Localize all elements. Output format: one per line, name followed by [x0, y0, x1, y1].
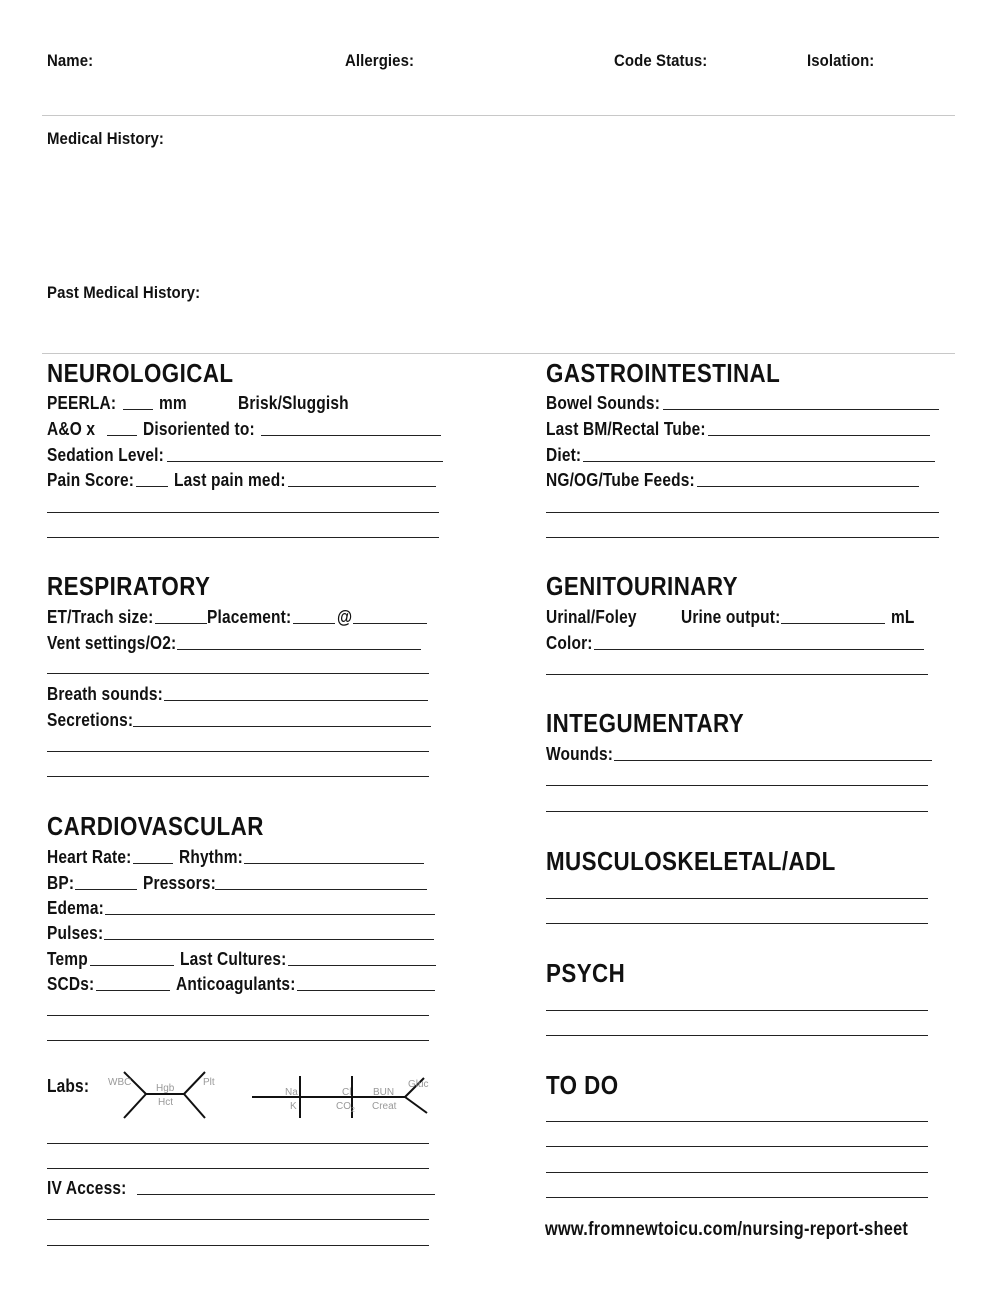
anticoagulants-field[interactable]	[297, 990, 435, 991]
last-pain-med-field[interactable]	[288, 486, 436, 487]
note-line[interactable]	[47, 776, 429, 777]
genitourinary-title: GENITOURINARY	[546, 571, 738, 601]
hgb-label: Hgb	[156, 1083, 175, 1094]
note-line[interactable]	[546, 537, 939, 538]
scds-label: SCDs:	[47, 974, 95, 994]
temp-field[interactable]	[90, 965, 174, 966]
bp-label: BP:	[47, 873, 75, 893]
bp-field[interactable]	[75, 889, 137, 890]
et-trach-label: ET/Trach size:	[47, 607, 154, 627]
placement-depth-field[interactable]	[353, 623, 427, 624]
color-field[interactable]	[594, 649, 924, 650]
temp-row	[47, 947, 436, 969]
divider	[42, 353, 955, 354]
gluc-label: Gluc	[408, 1079, 429, 1090]
respiratory-title: RESPIRATORY	[47, 571, 211, 601]
urine-row	[546, 605, 918, 627]
name-label: Name:	[47, 51, 94, 70]
note-line[interactable]	[546, 785, 928, 786]
peerla-label: PEERLA:	[47, 393, 117, 413]
note-line[interactable]	[47, 1168, 429, 1169]
breath-sounds-label: Breath sounds:	[47, 684, 163, 704]
secretions-row	[47, 708, 431, 730]
note-line[interactable]	[47, 751, 429, 752]
note-line[interactable]	[47, 512, 439, 513]
todo-line[interactable]	[546, 1121, 928, 1122]
note-line[interactable]	[546, 923, 928, 924]
peerla-row	[47, 391, 367, 413]
labs-fishbone-diagrams	[100, 1068, 440, 1124]
todo-line[interactable]	[546, 1172, 928, 1173]
last-bm-row	[546, 417, 930, 439]
pain-row	[47, 468, 436, 490]
code-status-label: Code Status:	[614, 51, 708, 70]
note-line[interactable]	[47, 1245, 429, 1246]
diet-row	[546, 443, 935, 465]
color-row	[546, 631, 924, 653]
note-line[interactable]	[546, 674, 928, 675]
placement-label: Placement:	[206, 607, 292, 627]
urine-output-field[interactable]	[781, 623, 885, 624]
iv-access-row	[47, 1176, 435, 1198]
note-line[interactable]	[546, 512, 939, 513]
iv-access-label: IV Access:	[47, 1178, 127, 1198]
vent-settings-label: Vent settings/O2:	[47, 633, 177, 653]
scds-row	[47, 972, 435, 994]
wbc-label: WBC	[108, 1077, 132, 1088]
rhythm-field[interactable]	[244, 863, 424, 864]
brisk-sluggish-label: Brisk/Sluggish	[237, 393, 349, 413]
isolation-label: Isolation:	[807, 51, 875, 70]
labs-row	[47, 1074, 96, 1096]
temp-label: Temp	[47, 949, 88, 969]
pulses-field[interactable]	[104, 939, 434, 940]
anticoagulants-label: Anticoagulants:	[176, 974, 296, 994]
plt-label: Plt	[203, 1077, 215, 1088]
note-line[interactable]	[47, 1219, 429, 1220]
sedation-label: Sedation Level:	[47, 445, 164, 465]
note-line[interactable]	[47, 1040, 429, 1041]
todo-line[interactable]	[546, 1197, 928, 1198]
diet-field[interactable]	[583, 461, 935, 462]
pulses-label: Pulses:	[47, 923, 104, 943]
secretions-field[interactable]	[133, 726, 431, 727]
bun-label: BUN	[373, 1087, 395, 1098]
heart-rate-label: Heart Rate:	[47, 847, 132, 867]
co2-text: CO	[336, 1101, 351, 1112]
cbc-fishbone	[124, 1072, 205, 1118]
ao-field[interactable]	[107, 435, 137, 436]
creat-label: Creat	[372, 1101, 397, 1112]
wounds-row	[546, 742, 932, 764]
cardiovascular-title: CARDIOVASCULAR	[47, 811, 264, 841]
musculoskeletal-adl-title: MUSCULOSKELETAL/ADL	[546, 846, 836, 876]
last-bm-label: Last BM/Rectal Tube:	[546, 419, 706, 439]
cbc-bone	[184, 1072, 205, 1094]
et-trach-field[interactable]	[155, 623, 207, 624]
breath-sounds-row	[47, 682, 428, 704]
vent-settings-field[interactable]	[177, 649, 421, 650]
at-label: @	[336, 607, 353, 627]
medical-history-label: Medical History:	[47, 129, 164, 148]
todo-line[interactable]	[546, 1146, 928, 1147]
note-line[interactable]	[546, 811, 928, 812]
last-pain-med-label: Last pain med:	[174, 470, 286, 490]
sedation-row	[47, 443, 443, 465]
bmp-bone	[405, 1097, 427, 1113]
past-medical-history-label: Past Medical History:	[47, 283, 201, 302]
et-trach-row	[47, 605, 427, 627]
bowel-sounds-label: Bowel Sounds:	[546, 393, 661, 413]
ml-label: mL	[891, 607, 915, 627]
edema-row	[47, 896, 435, 918]
na-label: Na	[285, 1087, 298, 1098]
neurological-title: NEUROLOGICAL	[47, 358, 234, 388]
iv-access-field[interactable]	[137, 1194, 435, 1195]
integumentary-title: INTEGUMENTARY	[546, 708, 745, 738]
bowel-sounds-row	[546, 391, 939, 413]
pressors-field[interactable]	[215, 889, 427, 890]
diet-label: Diet:	[546, 445, 582, 465]
note-line[interactable]	[47, 1015, 429, 1016]
last-cultures-label: Last Cultures:	[180, 949, 287, 969]
edema-label: Edema:	[47, 898, 104, 918]
breath-sounds-field[interactable]	[164, 700, 428, 701]
pain-score-field[interactable]	[136, 486, 168, 487]
todo-title: TO DO	[546, 1070, 619, 1100]
k-label: K	[290, 1101, 297, 1112]
note-line[interactable]	[546, 1035, 928, 1036]
bowel-sounds-field[interactable]	[663, 409, 939, 410]
note-line[interactable]	[47, 537, 439, 538]
color-label: Color:	[546, 633, 593, 653]
co2-subscript: 2	[351, 1107, 355, 1114]
last-bm-field[interactable]	[708, 435, 930, 436]
note-line[interactable]	[47, 673, 429, 674]
ao-row	[47, 417, 441, 439]
psych-title: PSYCH	[546, 958, 626, 988]
footer-url: www.fromnewtoicu.com/nursing-report-sheet	[545, 1219, 909, 1240]
gastrointestinal-title: GASTROINTESTINAL	[546, 358, 781, 388]
mm-label: mm	[159, 393, 188, 413]
urine-output-label: Urine output:	[681, 607, 781, 627]
heart-rate-row	[47, 845, 424, 867]
cl-label: Cl	[342, 1087, 352, 1098]
secretions-label: Secretions:	[47, 710, 134, 730]
note-line[interactable]	[546, 898, 928, 899]
vent-row	[47, 631, 421, 653]
bp-row	[47, 871, 427, 893]
scds-field[interactable]	[96, 990, 170, 991]
cbc-bone	[184, 1094, 205, 1118]
edema-field[interactable]	[105, 914, 435, 915]
sedation-field[interactable]	[167, 461, 443, 462]
pain-score-label: Pain Score:	[47, 470, 135, 490]
heart-rate-field[interactable]	[133, 863, 173, 864]
ng-og-row	[546, 468, 919, 490]
last-cultures-field[interactable]	[288, 965, 436, 966]
disoriented-label: Disoriented to:	[143, 419, 255, 439]
pressors-label: Pressors:	[142, 873, 216, 893]
disoriented-field[interactable]	[261, 435, 441, 436]
ng-og-tube-feeds-label: NG/OG/Tube Feeds:	[546, 470, 695, 490]
wounds-field[interactable]	[614, 760, 932, 761]
pulses-row	[47, 921, 434, 943]
placement-field[interactable]	[293, 623, 335, 624]
peerla-field[interactable]	[123, 409, 153, 410]
rhythm-label: Rhythm:	[179, 847, 244, 867]
wounds-label: Wounds:	[546, 744, 614, 764]
ng-og-tube-feeds-field[interactable]	[697, 486, 919, 487]
hct-label: Hct	[158, 1097, 173, 1108]
urinal-foley-label: Urinal/Foley	[546, 607, 637, 627]
ao-label: A&O x	[47, 419, 96, 439]
note-line[interactable]	[47, 1143, 429, 1144]
note-line[interactable]	[546, 1010, 928, 1011]
divider	[42, 115, 955, 116]
cbc-bone	[124, 1094, 146, 1118]
allergies-label: Allergies:	[345, 51, 415, 70]
labs-label: Labs:	[47, 1076, 90, 1096]
